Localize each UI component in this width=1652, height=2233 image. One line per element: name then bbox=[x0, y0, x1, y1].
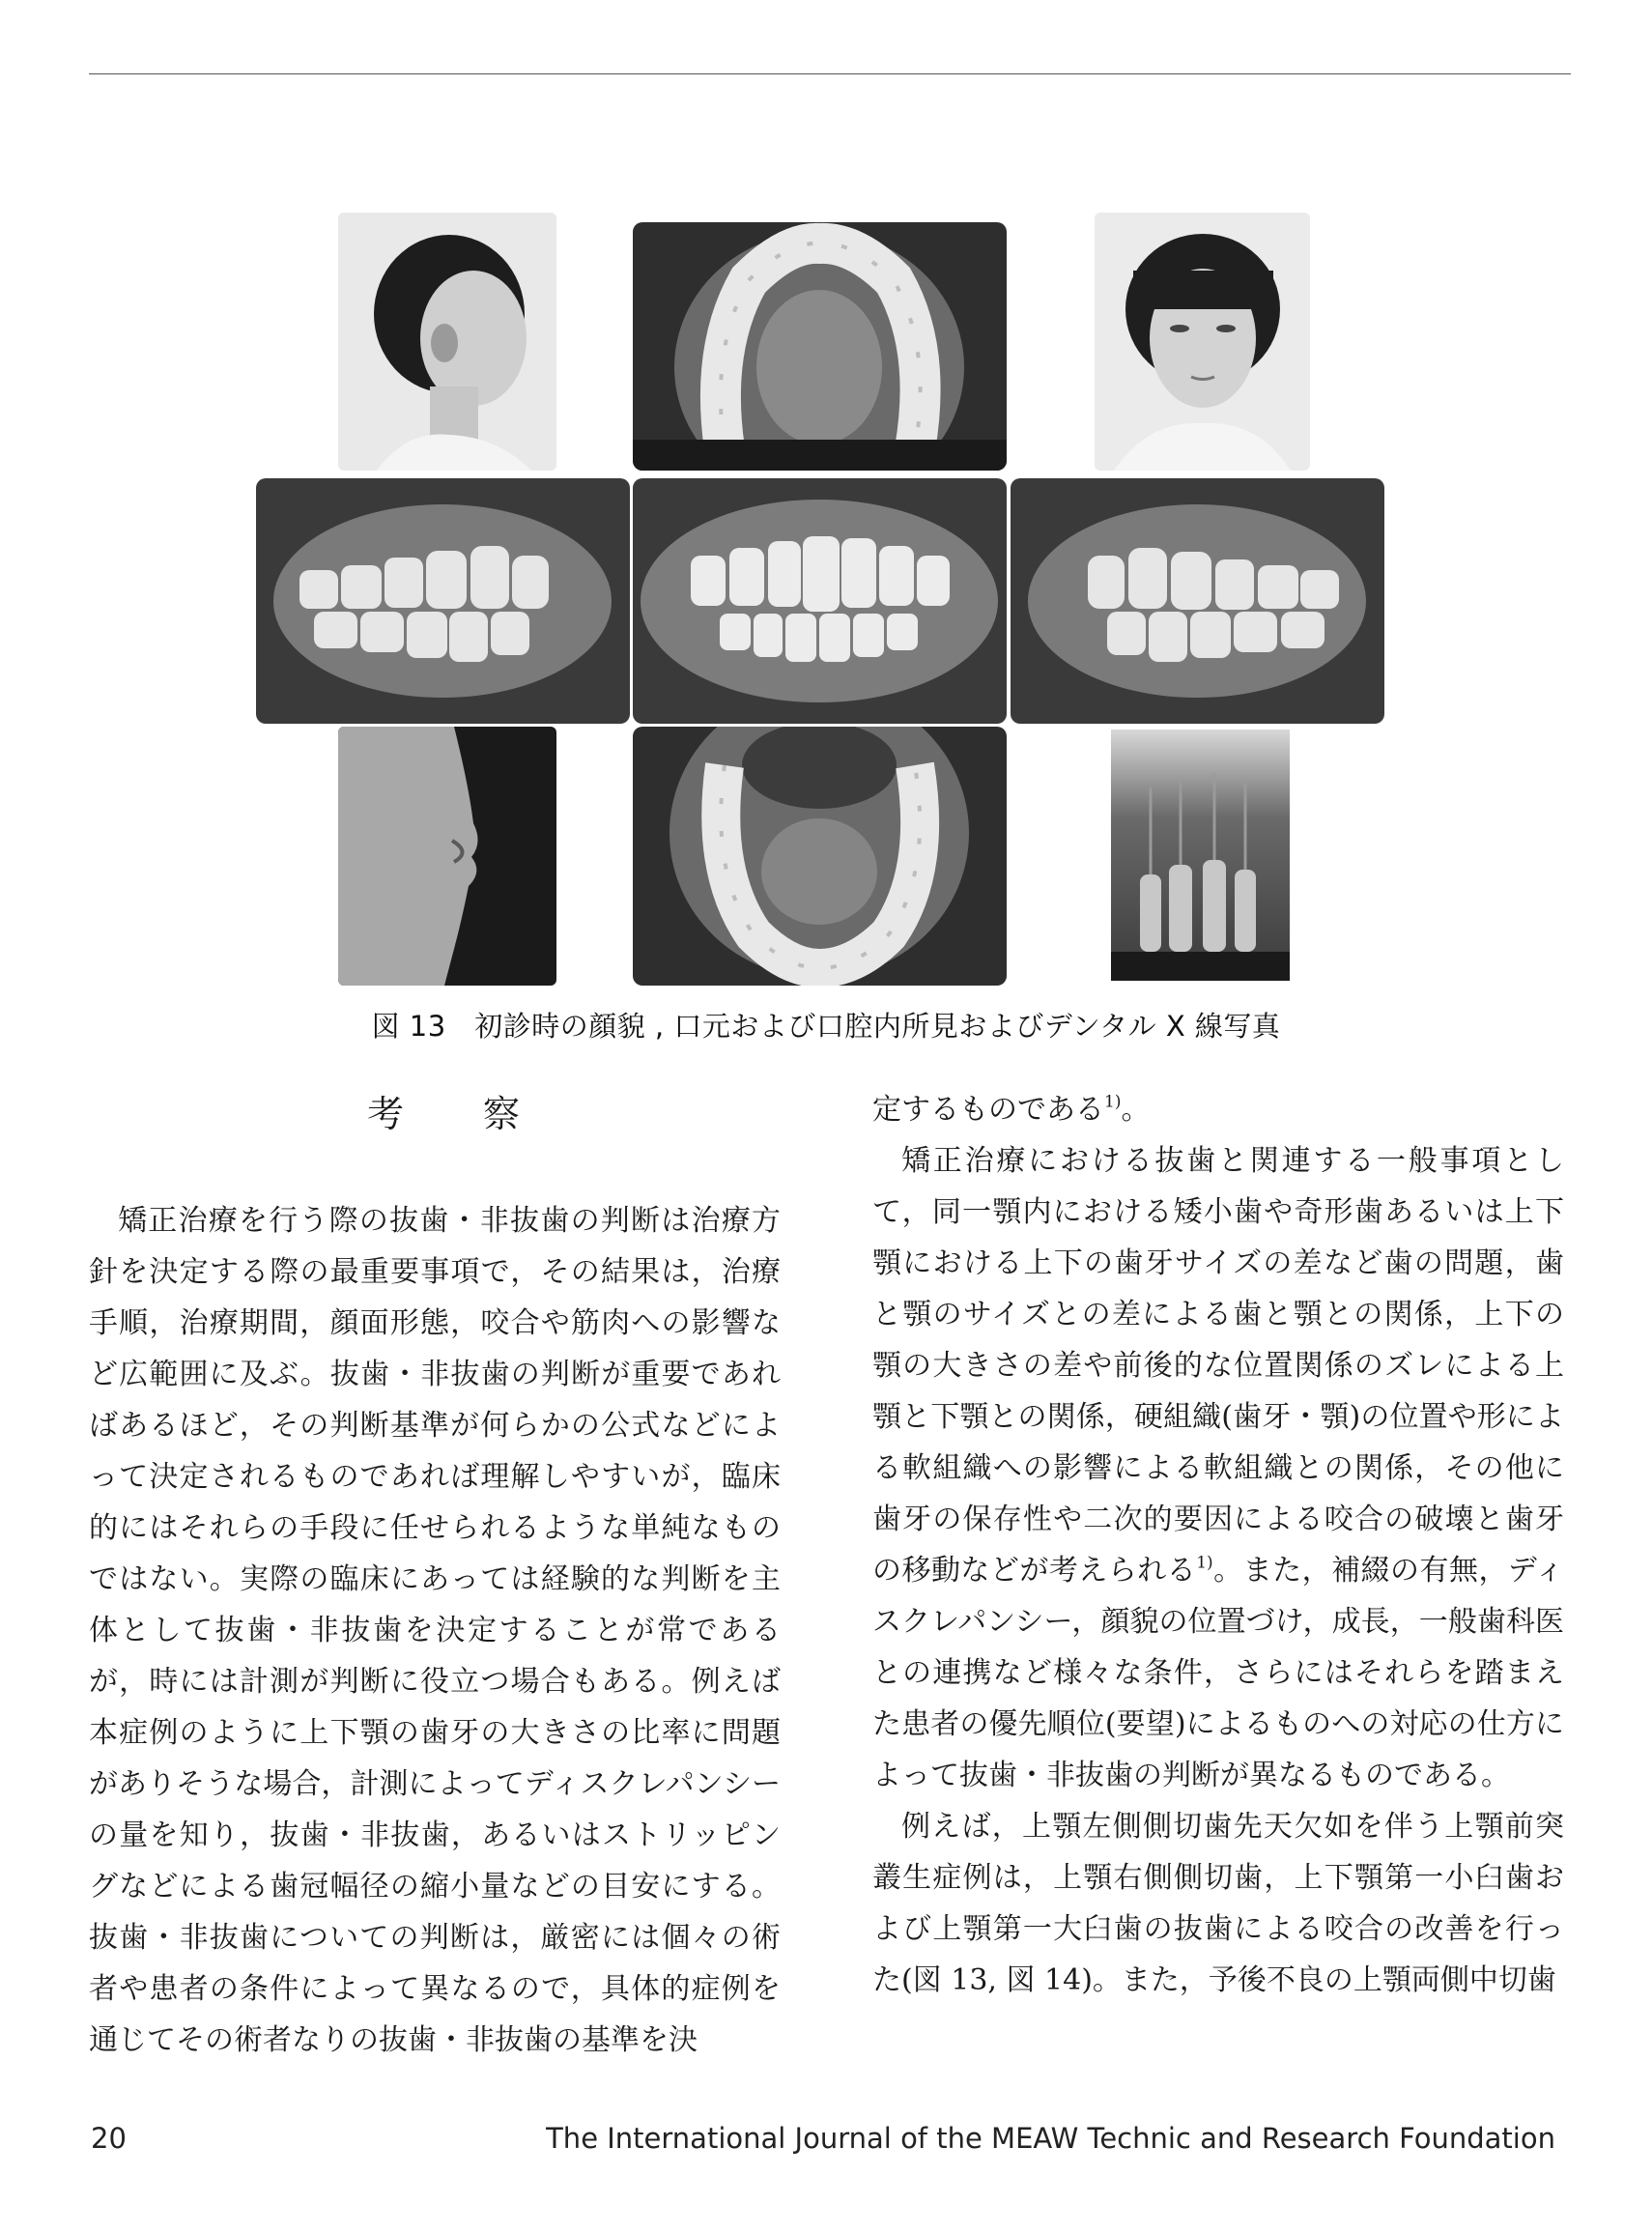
left-buccal-photo bbox=[1011, 478, 1384, 724]
lip-profile-photo bbox=[338, 727, 556, 986]
right-paragraph-3: 例えば，上顎左側側切歯先天欠如を伴う上顎前突叢生症例は，上顎右側側切歯，上下顎第一小臼歯および上顎第一大臼歯の抜歯による咬合の改善を行った(図 13, 図 14)。また，予後不良の上顎両側中切歯 bbox=[872, 1810, 1564, 1997]
section-heading-char-2: 察 bbox=[483, 1093, 523, 1135]
right-column bbox=[872, 1084, 1564, 2006]
left-paragraph-1: 矯正治療を行う際の抜歯・非抜歯の判断は治療方針を決定する際の最重要事項で，その結果は，治療手順，治療期間，顔面形態，咬合や筋肉への影響など広範囲に及ぶ。抜歯・非抜歯の判断が重要であればあるほど，その判断基準が何らかの公式などによって決定されるものであれば理解しやすいが，臨床的にはそれらの手段に任せられるような単純なものではない。実際の臨床にあっては経験的な判断を主体として抜歯・非抜歯を決定することが常であるが，時には計測が判断に役立つ場合もある。例えば本症例のように上下顎の歯牙の大きさの比率に問題がありそうな場合，計測によってディスクレパンシーの量を知り，抜歯・非抜歯，あるいはストリッピングなどによる歯冠幅径の縮小量などの目安にする。抜歯・非抜歯についての判断は，厳密には個々の術者や患者の条件によって異なるので，具体的症例を通じてその術者なりの抜歯・非抜歯の基準を決 bbox=[89, 1204, 781, 2057]
citation-ref: 1) bbox=[1104, 1092, 1122, 1112]
page-number: 20 bbox=[91, 2122, 127, 2155]
journal-name: The International Journal of the MEAW Technic and Research Foundation bbox=[546, 2122, 1555, 2155]
dental-xray bbox=[1111, 730, 1290, 981]
lower-occlusal-photo bbox=[633, 727, 1007, 986]
section-heading bbox=[367, 1084, 522, 1137]
figure-caption: 図 13 初診時の顔貌 , 口元および口腔内所見およびデンタル X 線写真 bbox=[371, 1010, 1281, 1043]
section-heading-char-1: 考 bbox=[367, 1093, 407, 1135]
right-paragraph-1: 定するものである$^{1)}$。 bbox=[872, 1092, 1151, 1127]
upper-occlusal-photo bbox=[633, 222, 1007, 471]
face-profile-photo bbox=[338, 213, 556, 471]
citation-ref: 1) bbox=[1196, 1553, 1213, 1573]
left-column bbox=[89, 1195, 781, 2066]
right-paragraph-2: 矯正治療における抜歯と関連する一般事項として，同一顎内における矮小歯や奇形歯あるいは上下顎における上下の歯牙サイズの差など歯の問題，歯と顎のサイズとの差による歯と顎との関係，上下の顎の大きさの差や前後的な位置関係のズレによる上顎と下顎との関係，硬組織(歯牙・顎)の位置や形による軟組織への影響による軟組織との関係，その他に歯牙の保存性や二次的要因による咬合の破壊と歯牙の移動などが考えられる$^{1)}$。また，補綴の有無，ディスクレパンシー，顔貌の位置づけ，成長，一般歯科医との連携など様々な条件，さらにはそれらを踏まえた患者の優先順位(要望)によるものへの対応の仕方によって抜歯・非抜歯の判断が異なるものである。 bbox=[872, 1144, 1564, 1792]
face-frontal-photo bbox=[1095, 213, 1310, 471]
header-rule bbox=[89, 73, 1571, 74]
frontal-intraoral-photo bbox=[633, 478, 1007, 724]
right-buccal-photo bbox=[256, 478, 630, 724]
